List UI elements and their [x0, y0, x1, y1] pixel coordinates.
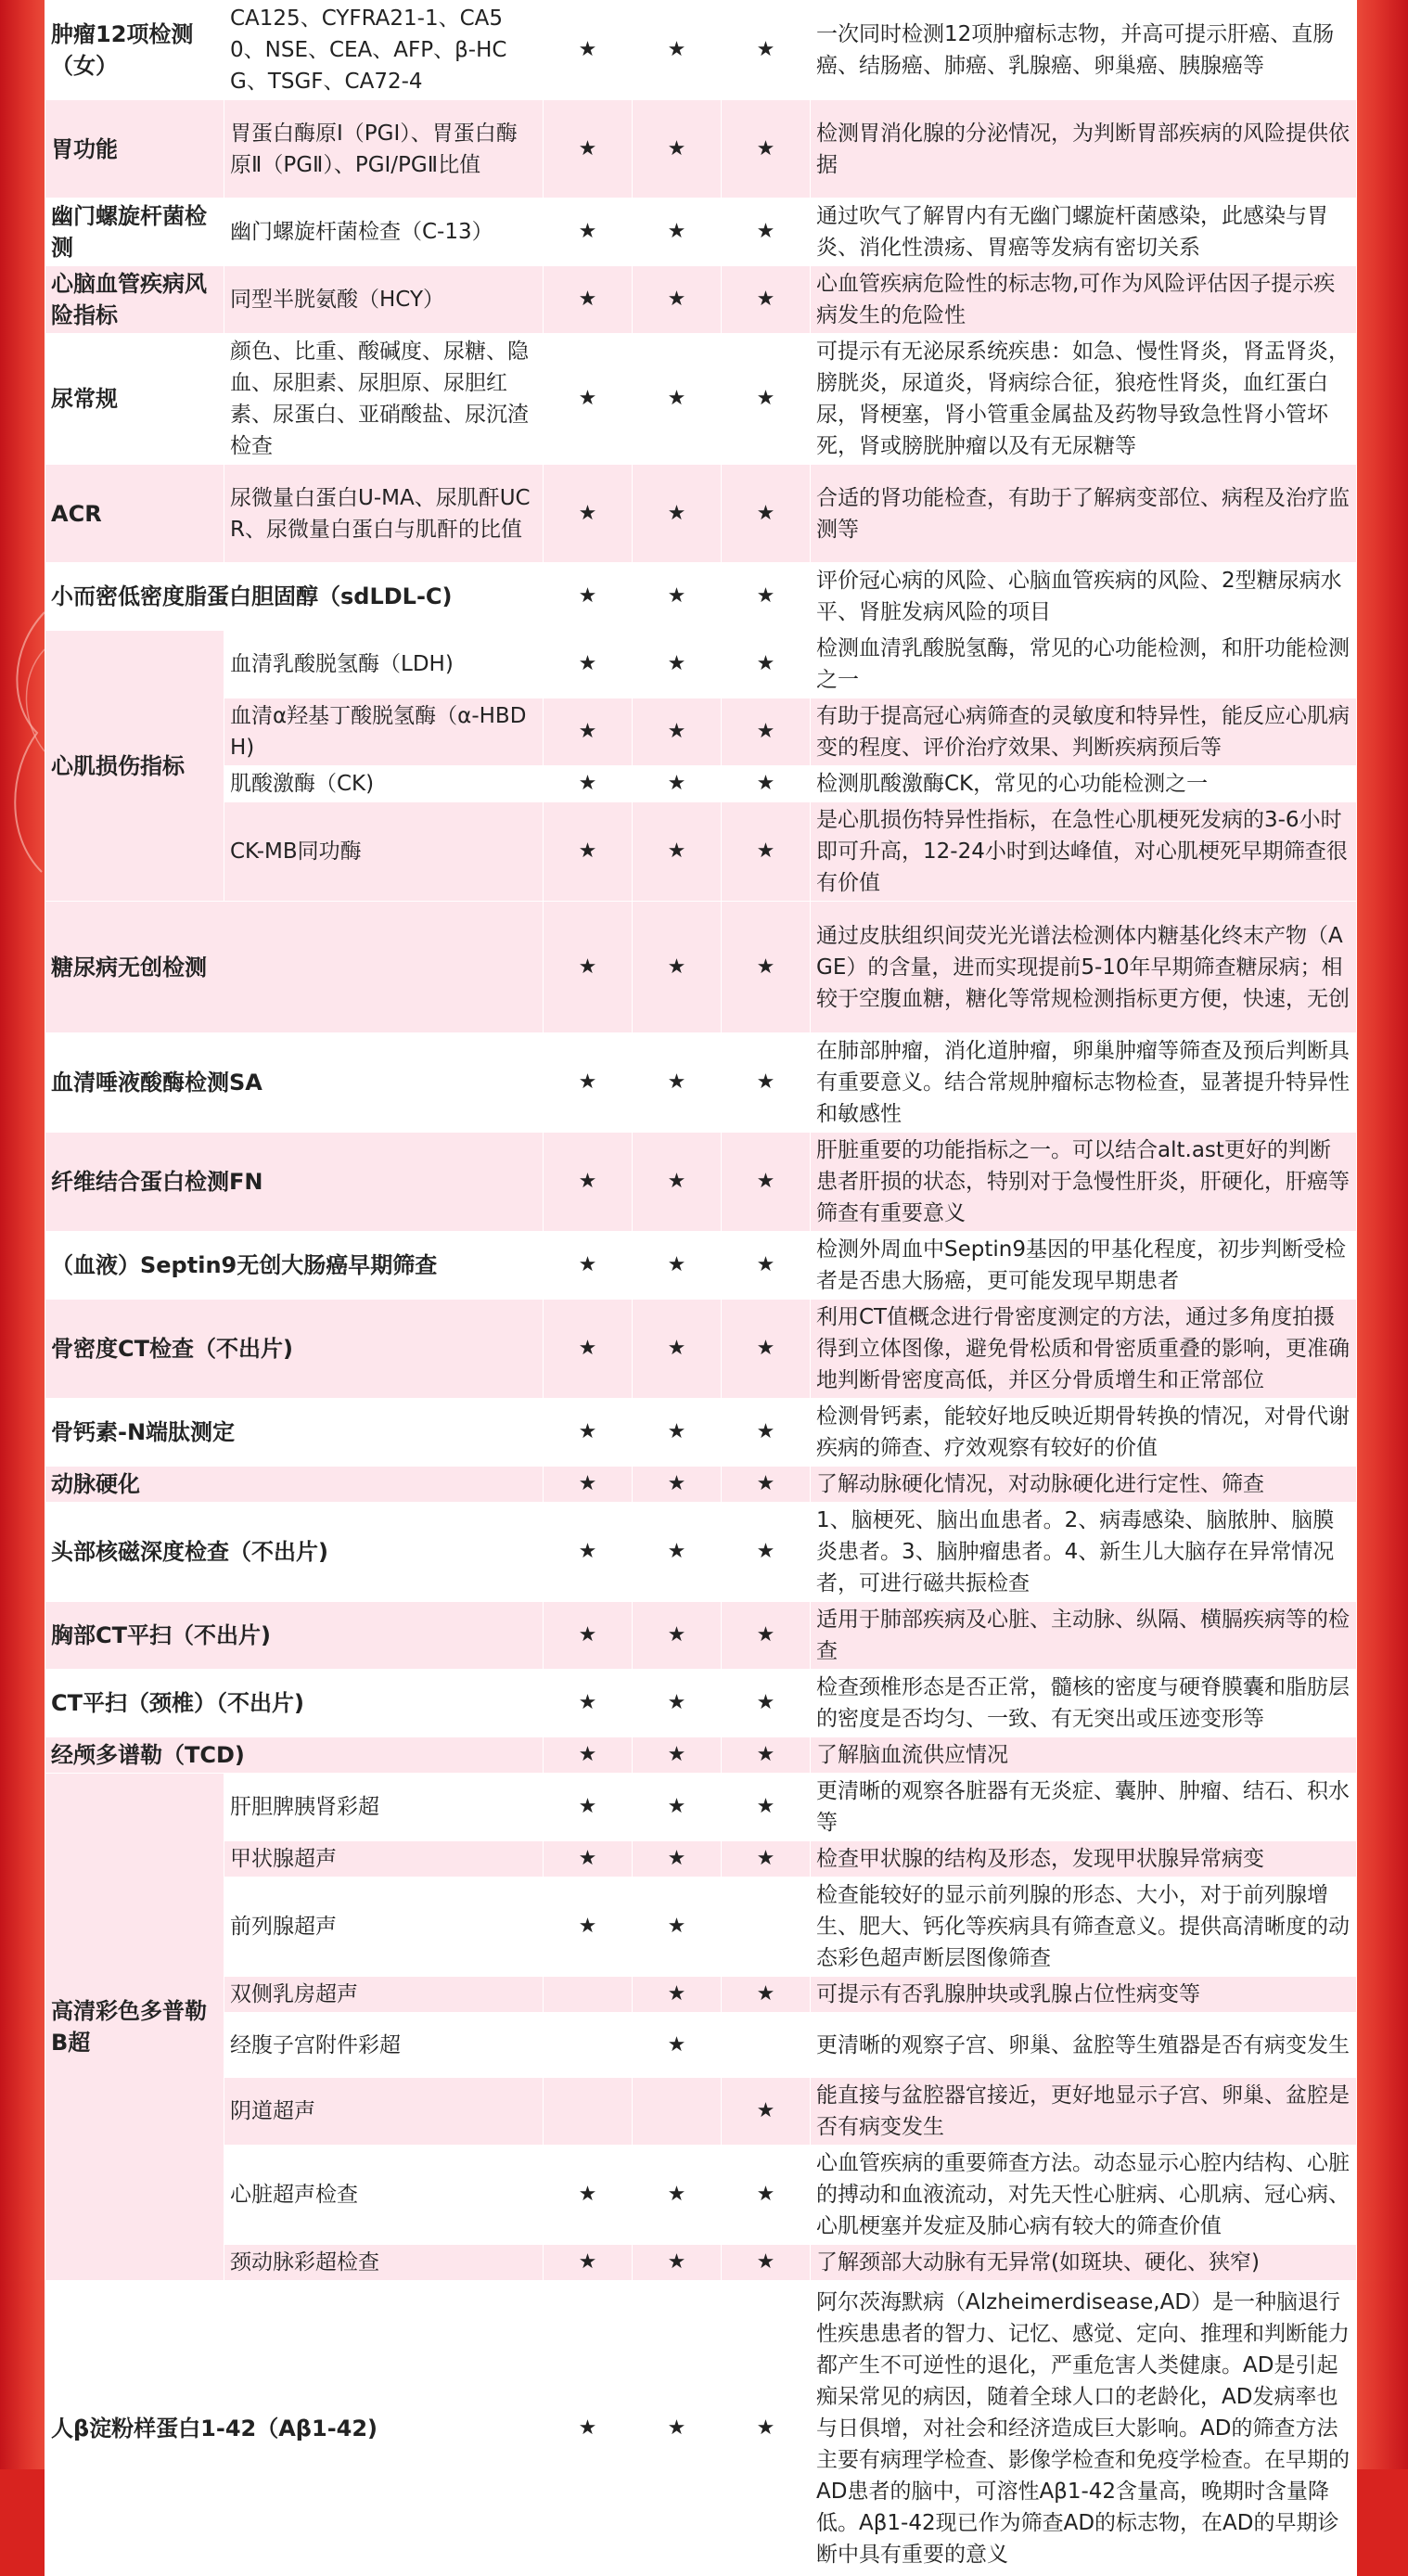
item-description: 适用于肺部疾病及心脏、主动脉、纵隔、横膈疾病等的检查 [811, 1602, 1357, 1670]
right-red-border [1356, 0, 1408, 2469]
tier-star-1: ★ [544, 100, 633, 199]
tier-star-3: ★ [722, 1774, 811, 1841]
tier-star-2: ★ [633, 1841, 722, 1878]
category-name: 经颅多谱勒（TCD) [45, 1737, 544, 1774]
tier-star-1: ★ [544, 1033, 633, 1133]
category-name: 纤维结合蛋白检测FN [45, 1133, 544, 1232]
tier-star-1: ★ [544, 1602, 633, 1670]
tier-star-3 [722, 2013, 811, 2078]
tier-star-1: ★ [544, 2245, 633, 2281]
tier-star-3: ★ [722, 2078, 811, 2146]
item-name: 阴道超声 [224, 2078, 544, 2146]
tier-star-1: ★ [544, 563, 633, 631]
tier-star-2: ★ [633, 2245, 722, 2281]
tier-star-2: ★ [633, 563, 722, 631]
table-row [45, 1467, 1357, 1503]
tier-star-3: ★ [722, 1670, 811, 1737]
tier-star-1: ★ [544, 1300, 633, 1399]
tier-star-3: ★ [722, 1467, 811, 1503]
tier-star-1: ★ [544, 334, 633, 465]
table-row [45, 1133, 1357, 1232]
tier-star-3: ★ [722, 2146, 811, 2245]
item-description: 可提示有无泌尿系统疾患：如急、慢性肾炎，肾盂肾炎，膀胱炎，尿道炎，肾病综合征，狼疮性肾炎，血红蛋白尿，肾梗塞，肾小管重金属盐及药物导致急性肾小管坏死，肾或膀胱肿瘤以及有无尿糖等 [811, 334, 1357, 465]
item-description: 检查颈椎形态是否正常，髓核的密度与硬脊膜囊和脂肪层的密度是否均匀、一致、有无突出或压迹变形等 [811, 1670, 1357, 1737]
category-name: 心脑血管疾病风险指标 [45, 266, 224, 334]
item-description: 有助于提高冠心病筛查的灵敏度和特异性，能反应心肌病变的程度、评价治疗效果、判断疾病预后等 [811, 698, 1357, 766]
category-name: 胸部CT平扫（不出片) [45, 1602, 544, 1670]
tier-star-3: ★ [722, 465, 811, 563]
item-name: 肝胆脾胰肾彩超 [224, 1774, 544, 1841]
tier-star-2: ★ [633, 266, 722, 334]
item-name: 经腹子宫附件彩超 [224, 2013, 544, 2078]
tier-star-2: ★ [633, 1300, 722, 1399]
category-name: （血液）Septin9无创大肠癌早期筛查 [45, 1232, 544, 1300]
table-row [45, 100, 1357, 199]
item-name: CA125、CYFRA21-1、CA50、NSE、CEA、AFP、β-HCG、TSGF、CA72-4 [224, 1, 544, 100]
item-description: 合适的肾功能检查，有助于了解病变部位、病程及治疗监测等 [811, 465, 1357, 563]
item-description: 通过皮肤组织间荧光光谱法检测体内糖基化终末产物（AGE）的含量，进而实现提前5-10年早期筛查糖尿病；相较于空腹血糖，糖化等常规检测指标更方便，快速，无创 [811, 902, 1357, 1033]
item-name: 颈动脉彩超检查 [224, 2245, 544, 2281]
tier-star-3: ★ [722, 266, 811, 334]
table-row [45, 1841, 1357, 1878]
item-name: 尿微量白蛋白U-MA、尿肌酐UCR、尿微量白蛋白与肌酐的比值 [224, 465, 544, 563]
tier-star-1: ★ [544, 266, 633, 334]
tier-star-1: ★ [544, 2146, 633, 2245]
tier-star-1: ★ [544, 631, 633, 698]
item-name: 血清α羟基丁酸脱氢酶（α-HBDH) [224, 698, 544, 766]
item-name: 幽门螺旋杆菌检查（C-13） [224, 199, 544, 266]
table-row [45, 1399, 1357, 1467]
tier-star-3 [722, 1878, 811, 1977]
tier-star-3: ★ [722, 1033, 811, 1133]
tier-star-2: ★ [633, 902, 722, 1033]
tier-star-3: ★ [722, 1737, 811, 1774]
tier-star-2 [633, 2078, 722, 2146]
item-name: 血清乳酸脱氢酶（LDH) [224, 631, 544, 698]
tier-star-2: ★ [633, 1503, 722, 1602]
item-description: 检测外周血中Septin9基因的甲基化程度，初步判断受检者是否患大肠癌，更可能发现早期患者 [811, 1232, 1357, 1300]
checkup-table-sheet [45, 0, 1356, 2567]
tier-star-2: ★ [633, 2013, 722, 2078]
tier-star-1: ★ [544, 1737, 633, 1774]
category-name: 血清唾液酸酶检测SA [45, 1033, 544, 1133]
item-description: 在肺部肿瘤，消化道肿瘤，卵巢肿瘤等筛查及预后判断具有重要意义。结合常规肿瘤标志物检查，显著提升特异性和敏感性 [811, 1033, 1357, 1133]
tier-star-3: ★ [722, 2281, 811, 2576]
table-row [45, 631, 1357, 698]
table-row [45, 199, 1357, 266]
tier-star-2: ★ [633, 1774, 722, 1841]
tier-star-2: ★ [633, 802, 722, 902]
item-name: 双侧乳房超声 [224, 1977, 544, 2013]
tier-star-1: ★ [544, 1841, 633, 1878]
item-name: 前列腺超声 [224, 1878, 544, 1977]
table-row [45, 902, 1357, 1033]
table-row [45, 2146, 1357, 2245]
category-name: CT平扫（颈椎）（不出片) [45, 1670, 544, 1737]
tier-star-3: ★ [722, 1503, 811, 1602]
tier-star-3: ★ [722, 802, 811, 902]
category-name: 骨钙素-N端肽测定 [45, 1399, 544, 1467]
table-row [45, 2245, 1357, 2281]
item-description: 了解动脉硬化情况，对动脉硬化进行定性、筛查 [811, 1467, 1357, 1503]
item-description: 通过吹气了解胃内有无幽门螺旋杆菌感染，此感染与胃炎、消化性溃疡、胃癌等发病有密切关系 [811, 199, 1357, 266]
tier-star-1: ★ [544, 1503, 633, 1602]
item-name: 甲状腺超声 [224, 1841, 544, 1878]
tier-star-2: ★ [633, 1977, 722, 2013]
tier-star-2: ★ [633, 2146, 722, 2245]
table-row [45, 2281, 1357, 2576]
tier-star-1: ★ [544, 199, 633, 266]
tier-star-2: ★ [633, 1232, 722, 1300]
item-description: 检查甲状腺的结构及形态，发现甲状腺异常病变 [811, 1841, 1357, 1878]
item-description: 检测骨钙素，能较好地反映近期骨转换的情况，对骨代谢疾病的筛查、疗效观察有较好的价值 [811, 1399, 1357, 1467]
item-description: 检查能较好的显示前列腺的形态、大小，对于前列腺增生、肥大、钙化等疾病具有筛查意义。提供高清晰度的动态彩色超声断层图像筛查 [811, 1878, 1357, 1977]
item-description: 阿尔茨海默病（Alzheimerdisease,AD）是一种脑退行性疾患患者的智力、记忆、感觉、定向、推理和判断能力都产生不可逆性的退化，严重危害人类健康。AD是引起痴呆常见的病因，随着全球人口的老龄化，AD发病率也与日俱增，对社会和经济造成巨大影响。AD的筛查方法主要有病理学检查、影像学检查和免疫学检查。在早期的AD患者的脑中，可溶性Aβ1-42含量高，晚期时含量降低。Aβ1-42现已作为筛查AD的标志物，在AD的早期诊断中具有重要的意义 [811, 2281, 1357, 2576]
tier-star-3: ★ [722, 100, 811, 199]
item-name: 同型半胱氨酸（HCY） [224, 266, 544, 334]
table-row [45, 1774, 1357, 1841]
category-name: 动脉硬化 [45, 1467, 544, 1503]
category-name: 高清彩色多普勒B超 [45, 1774, 224, 2281]
left-red-border [0, 0, 45, 2469]
tier-star-2: ★ [633, 2281, 722, 2576]
tier-star-3: ★ [722, 1300, 811, 1399]
table-row [45, 802, 1357, 902]
item-description: 检测血清乳酸脱氢酶，常见的心功能检测，和肝功能检测之一 [811, 631, 1357, 698]
item-description: 检测肌酸激酶CK，常见的心功能检测之一 [811, 766, 1357, 802]
item-name: 心脏超声检查 [224, 2146, 544, 2245]
category-name: 人β淀粉样蛋白1-42（Aβ1-42) [45, 2281, 544, 2576]
tier-star-3: ★ [722, 1841, 811, 1878]
category-name: 骨密度CT检查（不出片) [45, 1300, 544, 1399]
tier-star-2: ★ [633, 1878, 722, 1977]
tier-star-3: ★ [722, 631, 811, 698]
item-description: 评价冠心病的风险、心脑血管疾病的风险、2型糖尿病水平、肾脏发病风险的项目 [811, 563, 1357, 631]
table-row [45, 1977, 1357, 2013]
item-description: 检测胃消化腺的分泌情况，为判断胃部疾病的风险提供依据 [811, 100, 1357, 199]
tier-star-2: ★ [633, 1670, 722, 1737]
tier-star-3: ★ [722, 199, 811, 266]
category-name: ACR [45, 465, 224, 563]
item-description: 能直接与盆腔器官接近，更好地显示子宫、卵巢、盆腔是否有病变发生 [811, 2078, 1357, 2146]
table-row [45, 266, 1357, 334]
tier-star-3: ★ [722, 902, 811, 1033]
tier-star-3: ★ [722, 766, 811, 802]
table-row [45, 1300, 1357, 1399]
item-description: 心血管疾病的重要筛查方法。动态显示心腔内结构、心脏的搏动和血液流动，对先天性心脏病、心肌病、冠心病、心肌梗塞并发症及肺心病有较大的筛查价值 [811, 2146, 1357, 2245]
tier-star-1: ★ [544, 902, 633, 1033]
tier-star-1: ★ [544, 2281, 633, 2576]
tier-star-3: ★ [722, 1133, 811, 1232]
tier-star-2: ★ [633, 698, 722, 766]
item-description: 了解颈部大动脉有无异常(如斑块、硬化、狭窄) [811, 2245, 1357, 2281]
table-row [45, 1737, 1357, 1774]
item-description: 更清晰的观察子宫、卵巢、盆腔等生殖器是否有病变发生 [811, 2013, 1357, 2078]
tier-star-1: ★ [544, 1133, 633, 1232]
tier-star-3: ★ [722, 2245, 811, 2281]
item-name: 颜色、比重、酸碱度、尿糖、隐血、尿胆素、尿胆原、尿胆红素、尿蛋白、亚硝酸盐、尿沉渣检查 [224, 334, 544, 465]
item-description: 一次同时检测12项肿瘤标志物，并高可提示肝癌、直肠癌、结肠癌、肺癌、乳腺癌、卵巢癌、胰腺癌等 [811, 1, 1357, 100]
tier-star-3: ★ [722, 698, 811, 766]
table-row [45, 1, 1357, 100]
tier-star-2: ★ [633, 1737, 722, 1774]
category-name: 糖尿病无创检测 [45, 902, 544, 1033]
table-row [45, 563, 1357, 631]
item-name: 胃蛋白酶原Ⅰ（PGⅠ）、胃蛋白酶原Ⅱ（PGⅡ）、PGⅠ/PGⅡ比值 [224, 100, 544, 199]
tier-star-2: ★ [633, 334, 722, 465]
tier-star-3: ★ [722, 1399, 811, 1467]
tier-star-2: ★ [633, 1133, 722, 1232]
table-row [45, 465, 1357, 563]
tier-star-1: ★ [544, 1, 633, 100]
table-row [45, 2013, 1357, 2078]
tier-star-2: ★ [633, 199, 722, 266]
item-description: 了解脑血流供应情况 [811, 1737, 1357, 1774]
item-description: 更清晰的观察各脏器有无炎症、囊肿、肿瘤、结石、积水等 [811, 1774, 1357, 1841]
tier-star-1: ★ [544, 1878, 633, 1977]
decorative-swirl [0, 594, 45, 1057]
category-name: 小而密低密度脂蛋白胆固醇（sdLDL-C) [45, 563, 544, 631]
tier-star-1: ★ [544, 1670, 633, 1737]
checkup-items-table [45, 0, 1357, 2576]
category-name: 心肌损伤指标 [45, 631, 224, 902]
category-name: 胃功能 [45, 100, 224, 199]
tier-star-2: ★ [633, 766, 722, 802]
table-row [45, 1503, 1357, 1602]
item-description: 是心肌损伤特异性指标，在急性心肌梗死发病的3-6小时即可升高，12-24小时到达峰值，对心肌梗死早期筛查很有价值 [811, 802, 1357, 902]
tier-star-1: ★ [544, 698, 633, 766]
tier-star-2: ★ [633, 1602, 722, 1670]
tier-star-2: ★ [633, 631, 722, 698]
tier-star-1: ★ [544, 766, 633, 802]
table-row [45, 1670, 1357, 1737]
tier-star-2: ★ [633, 1399, 722, 1467]
tier-star-1: ★ [544, 465, 633, 563]
table-row [45, 1232, 1357, 1300]
table-row [45, 334, 1357, 465]
tier-star-1: ★ [544, 1774, 633, 1841]
item-description: 1、脑梗死、脑出血患者。2、病毒感染、脑脓肿、脑膜炎患者。3、脑肿瘤患者。4、新生儿大脑存在异常情况者，可进行磁共振检查 [811, 1503, 1357, 1602]
tier-star-2: ★ [633, 1467, 722, 1503]
item-description: 肝脏重要的功能指标之一。可以结合alt.ast更好的判断患者肝损的状态，特别对于急慢性肝炎，肝硬化，肝癌等筛查有重要意义 [811, 1133, 1357, 1232]
tier-star-1 [544, 2078, 633, 2146]
tier-star-3: ★ [722, 1602, 811, 1670]
tier-star-1: ★ [544, 802, 633, 902]
category-name: 头部核磁深度检查（不出片) [45, 1503, 544, 1602]
category-name: 幽门螺旋杆菌检测 [45, 199, 224, 266]
tier-star-1 [544, 1977, 633, 2013]
item-description: 利用CT值概念进行骨密度测定的方法，通过多角度拍摄得到立体图像，避免骨松质和骨密质重叠的影响，更准确地判断骨密度高低，并区分骨质增生和正常部位 [811, 1300, 1357, 1399]
tier-star-2: ★ [633, 465, 722, 563]
table-row [45, 1033, 1357, 1133]
item-name: 肌酸激酶（CK) [224, 766, 544, 802]
item-description: 心血管疾病危险性的标志物,可作为风险评估因子提示疾病发生的危险性 [811, 266, 1357, 334]
tier-star-1 [544, 2013, 633, 2078]
tier-star-3: ★ [722, 334, 811, 465]
tier-star-1: ★ [544, 1399, 633, 1467]
table-row [45, 1602, 1357, 1670]
tier-star-3: ★ [722, 1232, 811, 1300]
tier-star-1: ★ [544, 1232, 633, 1300]
tier-star-3: ★ [722, 1977, 811, 2013]
tier-star-1: ★ [544, 1467, 633, 1503]
table-row [45, 698, 1357, 766]
table-row [45, 1878, 1357, 1977]
tier-star-3: ★ [722, 1, 811, 100]
table-row [45, 2078, 1357, 2146]
item-name: CK-MB同功酶 [224, 802, 544, 902]
table-row [45, 766, 1357, 802]
item-description: 可提示有否乳腺肿块或乳腺占位性病变等 [811, 1977, 1357, 2013]
tier-star-3: ★ [722, 563, 811, 631]
tier-star-2: ★ [633, 1033, 722, 1133]
category-name: 肿瘤12项检测（女） [45, 1, 224, 100]
category-name: 尿常规 [45, 334, 224, 465]
tier-star-2: ★ [633, 1, 722, 100]
tier-star-2: ★ [633, 100, 722, 199]
